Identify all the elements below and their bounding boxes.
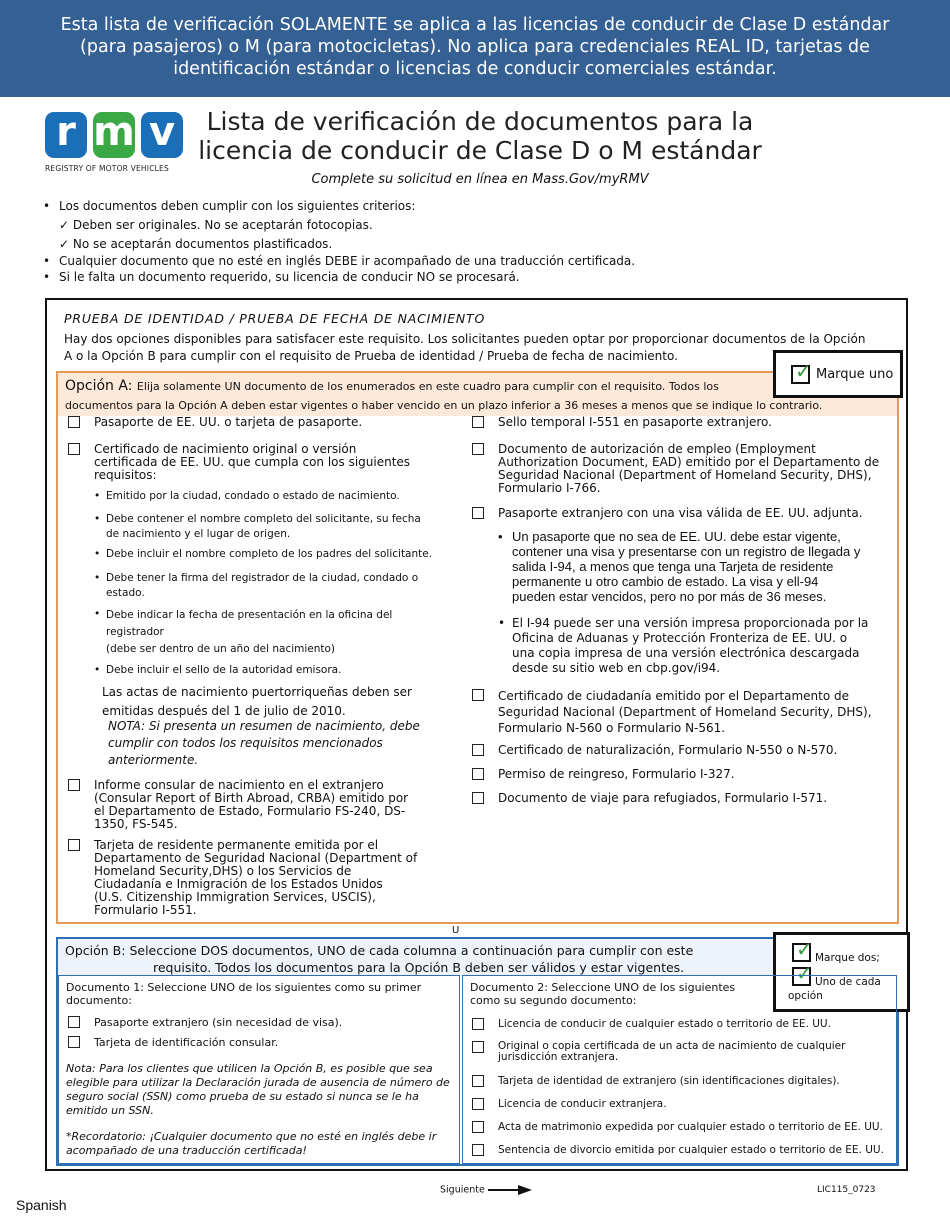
checkbox[interactable]	[472, 1075, 484, 1087]
option-b-label: Opción B:	[65, 943, 126, 958]
checkbox[interactable]	[472, 1041, 484, 1053]
arrow-right-icon	[488, 1184, 532, 1196]
green-check-icon: ✓	[796, 961, 813, 985]
banner-line-3: identificación estándar o licencias de conducir comerciales estándar.	[173, 59, 777, 79]
checkbox[interactable]	[68, 779, 80, 791]
checkbox[interactable]	[68, 443, 80, 455]
checkbox[interactable]	[472, 443, 484, 455]
puerto-rico-note: Las actas de nacimiento puertorriqueñas deben ser emitidas después del 1 de julio de 2010.	[102, 685, 412, 718]
checkbox[interactable]	[472, 507, 484, 519]
checkbox[interactable]	[68, 1016, 80, 1028]
page-title-line-2: licencia de conducir de Clase D o M estándar	[198, 136, 762, 165]
section-description: Hay dos opciones disponibles para satisfacer este requisito. Los solicitantes pueden optar por proporcionar documentos de la Opción A o la Opción B para cumplir con el requisito de Prueba de identidad / Prueba de fecha de nacimiento.	[64, 332, 866, 363]
next-page-link[interactable]: Siguiente	[440, 1184, 532, 1196]
page-subtitle: Complete su solicitud en línea en Mass.Gov/myRMV	[311, 172, 649, 187]
green-check-icon: ✓	[796, 937, 813, 961]
page-title	[190, 107, 770, 165]
rmv-logo	[45, 109, 187, 177]
criteria-item: • Cualquier documento que no esté en inglés DEBE ir acompañado de una traducción certificada.	[43, 254, 636, 268]
mark-two-label: Marque dos;	[815, 952, 880, 964]
visa-note: • Un pasaporte que no sea de EE. UU. debe estar vigente, contener una visa y presentarse con un registro de llegada y salida I-94, a menos que tenga una Tarjeta de residente permanente u otro cambio de estado. La visa y ell-94 pueden estar vencidos, pero no por más de 36 meses.	[498, 529, 861, 604]
logo-letter-v: v	[141, 112, 183, 158]
birth-abstract-note: NOTA: Si presenta un resumen de nacimiento, debe cumplir con todos los requisitos mencionados anteriormente.	[108, 719, 420, 767]
option-b-ssn-note: Nota: Para los clientes que utilicen la Opción B, es posible que sea elegible para utilizar la Declaración jurada de ausencia de número de seguro social (SSN) como prueba de su estado si nunca se le ha emitido un SSN.	[66, 1062, 450, 1117]
checkbox[interactable]	[472, 416, 484, 428]
mark-one-tag	[773, 350, 903, 398]
logo-letter-r: r	[45, 112, 87, 158]
checkbox[interactable]	[472, 744, 484, 756]
criteria-item: • Los documentos deben cumplir con los siguientes criterios:	[43, 199, 416, 213]
checkbox[interactable]	[472, 768, 484, 780]
separator-mark: U	[452, 925, 460, 936]
banner-line-2: (para pasajeros) o M (para motocicletas). No aplica para credenciales REAL ID, tarjetas de	[80, 37, 870, 57]
criteria-list	[43, 197, 923, 287]
checkbox[interactable]	[472, 1121, 484, 1133]
logo-letter-m: m	[93, 112, 135, 158]
page-title-line-1: Lista de verificación de documentos para la	[206, 107, 754, 136]
checkbox[interactable]	[472, 689, 484, 701]
option-a-heading-line-2: documentos para la Opción A deben estar vigentes o haber vencido en un plazo inferior a 36 meses a menos que se indique lo contrario.	[65, 399, 823, 412]
translation-reminder: *Recordatorio: ¡Cualquier documento que no esté en inglés debe ir acompañado de una traducción certificada!	[66, 1130, 437, 1157]
i94-note: • El I-94 puede ser una versión impresa proporcionada por la Oficina de Aduanas y Protección Fronteriza de EE. UU. o una copia impresa de una versión electrónica descargada desde su sitio web en cbp.gov/i94.	[498, 616, 869, 675]
checkbox[interactable]	[472, 1018, 484, 1030]
checkbox[interactable]	[472, 792, 484, 804]
checkbox[interactable]	[472, 1144, 484, 1156]
green-check-icon: ✓	[795, 359, 812, 383]
logo-subtitle: REGISTRY OF MOTOR VEHICLES	[45, 164, 169, 173]
document-2-heading: Documento 2: Seleccione UNO de los siguientes como su segundo documento:	[470, 981, 736, 1007]
criteria-subitem: ✓ No se aceptarán documentos plastificados.	[59, 237, 333, 251]
checkbox[interactable]	[68, 1036, 80, 1048]
criteria-item: • Si le falta un documento requerido, su licencia de conducir NO se procesará.	[43, 270, 520, 284]
section-title: PRUEBA DE IDENTIDAD / PRUEBA DE FECHA DE NACIMIENTO	[64, 311, 486, 326]
one-each-label: Uno de cada opción	[788, 976, 881, 1002]
checkbox[interactable]	[68, 839, 80, 851]
checkbox[interactable]	[68, 416, 80, 428]
checkbox[interactable]	[472, 1098, 484, 1110]
option-a-heading: Opción A: Elija solamente UN documento de los enumerados en este cuadro para cumplir con el requisito. Todos los	[65, 378, 719, 394]
mark-one-label: Marque uno	[816, 367, 894, 382]
option-a-label: Opción A:	[65, 378, 133, 394]
option-b-heading: Opción B: Seleccione DOS documentos, UNO de cada columna a continuación para cumplir con este requisito. Todos los documentos para la Opción B deben ser válidos y estar vigentes.	[65, 943, 694, 975]
form-code: LIC115_0723	[817, 1185, 876, 1195]
criteria-subitem: ✓ Deben ser originales. No se aceptarán fotocopias.	[59, 218, 373, 232]
top-banner	[0, 0, 950, 97]
language-label: Spanish	[16, 1197, 67, 1213]
banner-line-1: Esta lista de verificación SOLAMENTE se aplica a las licencias de conducir de Clase D estándar	[60, 15, 890, 35]
document-1-heading: Documento 1: Seleccione UNO de los siguientes como su primer documento:	[66, 981, 422, 1007]
